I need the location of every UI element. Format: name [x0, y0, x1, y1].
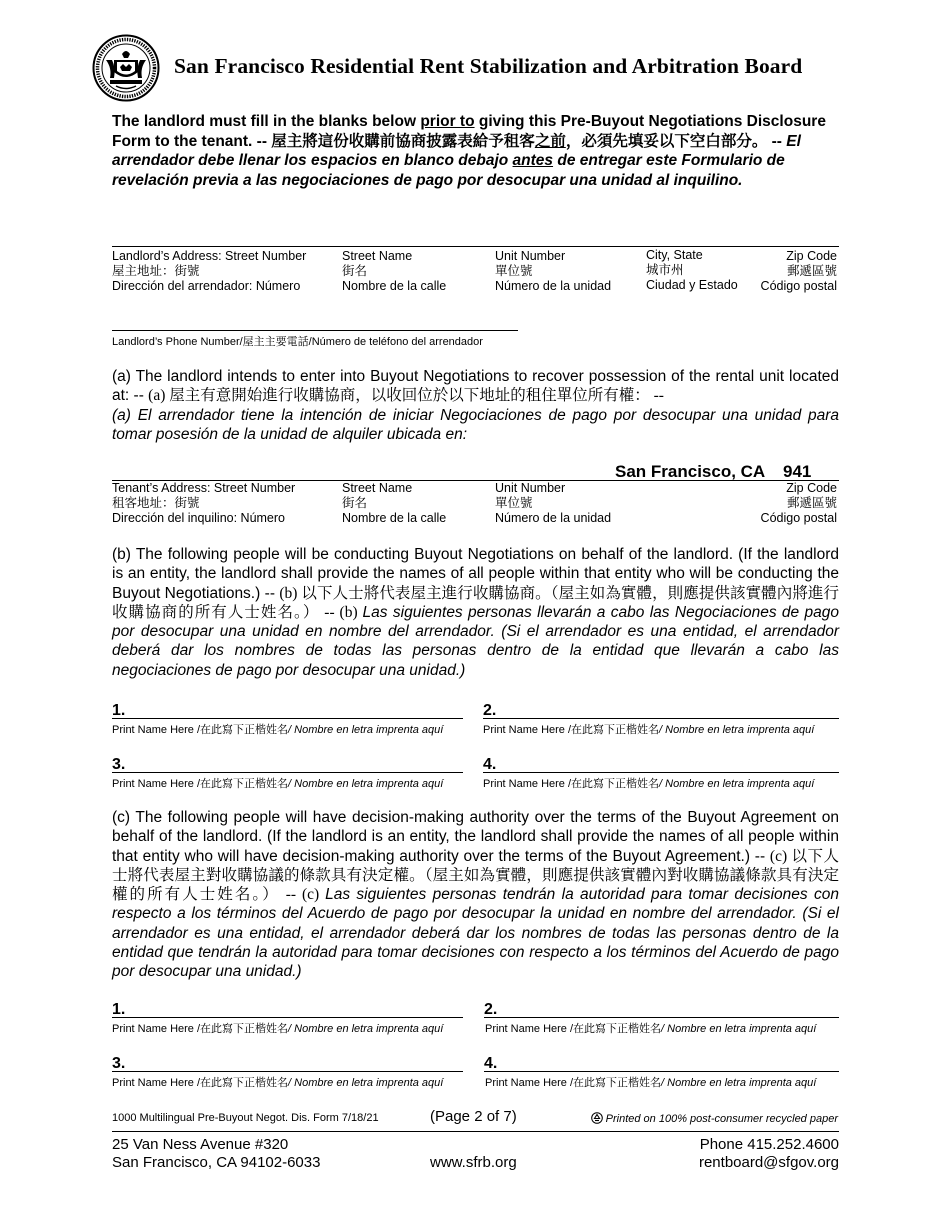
address-line-2: San Francisco, CA 94102-6033 — [112, 1154, 321, 1171]
negotiator-1-number: 1. — [112, 702, 126, 719]
tenant-unit-number-label: Unit Number 單位號 Número de la unidad — [495, 481, 612, 525]
section-b-en: (b) The following people will be conducting Buyout Negotiations on behalf of the landlord. (If the landlord is an entity, the landlord shall provide the names of all people within that entity who will be conducting the Buyout Negotiations.) -- — [112, 546, 839, 602]
tenant-street-name-label: Street Name 街名 Nombre de la calle — [342, 481, 447, 525]
landlord-street-name-label: Street Name 街名 Nombre de la calle — [342, 249, 447, 293]
landlord-phone-label: Landlord’s Phone Number/屋主主要電話/Número de teléfono del arrendador — [112, 336, 483, 348]
decision-maker-1-caption: Print Name Here /在此寫下正楷姓名/ Nombre en letra imprenta aquí — [112, 1023, 444, 1035]
negotiator-4-name-field[interactable] — [483, 772, 839, 773]
intro-separator: -- — [767, 132, 787, 150]
landlord-address-field[interactable] — [112, 246, 839, 247]
recycle-icon — [591, 1112, 603, 1124]
landlord-unit-number-label: Unit Number 單位號 Número de la unidad — [495, 249, 612, 293]
decision-maker-3-name-field[interactable] — [112, 1071, 463, 1072]
negotiator-2-caption: Print Name Here /在此寫下正楷姓名/ Nombre en letra imprenta aquí — [483, 724, 815, 736]
negotiator-3-name-field[interactable] — [112, 772, 463, 773]
section-a-es: (a) El arrendador tiene la intención de iniciar Negociaciones de pago por desocupar una unidad para tomar posesión de la unidad de alquiler ubicada en: — [112, 406, 839, 443]
negotiator-4-number: 4. — [483, 756, 497, 773]
section-c-text — [112, 808, 839, 982]
decision-maker-4-caption: Print Name Here /在此寫下正楷姓名/ Nombre en letra imprenta aquí — [485, 1077, 817, 1089]
section-c-es: Las siguientes personas tendrán la autoridad para tomar decisiones con respecto a los términos del Acuerdo de pago por desocupar la unidad en nombre del arrendador. (Si el arrendador es una entidad, el arrendador deberá dar los nombres de todas las personas dentro de la entidad que tendrán la autoridad para tomar decisiones con respecto a los términos del Acuerdo de pago por desocupar una unidad.) — [112, 886, 839, 981]
contact-info — [699, 1136, 839, 1172]
negotiator-1-caption: Print Name Here /在此寫下正楷姓名/ Nombre en letra imprenta aquí — [112, 724, 444, 736]
website-link[interactable]: www.sfrb.org — [430, 1154, 517, 1171]
negotiator-3-number: 3. — [112, 756, 126, 773]
section-c-en: (c) The following people will have decision-making authority over the terms of the Buyout Agreement on behalf of the landlord. (If the landlord is an entity, the landlord shall provide the names of all people within that entity who will have decision-making authority over the terms of the Buyout Agreement.) -- — [112, 809, 839, 865]
intro-es-2: de entregar este Formulario de revelación previa a las negociaciones de pago por desocupar una unidad al inquilino. — [112, 152, 785, 189]
negotiator-3-caption: Print Name Here /在此寫下正楷姓名/ Nombre en letra imprenta aquí — [112, 778, 444, 790]
decision-maker-3-caption: Print Name Here /在此寫下正楷姓名/ Nombre en letra imprenta aquí — [112, 1077, 444, 1089]
decision-maker-2-caption: Print Name Here /在此寫下正楷姓名/ Nombre en letra imprenta aquí — [485, 1023, 817, 1035]
section-a-en: (a) The landlord intends to enter into Buyout Negotiations to recover possession of the rental unit located at: -- — [112, 368, 839, 405]
intro-en-2: giving this Pre-Buyout Negotiations Disclosure Form to the tenant. -- — [112, 113, 826, 150]
intro-zh-1: 屋主將這份收購前協商披露表給予租客 — [271, 132, 535, 150]
negotiator-4-caption: Print Name Here /在此寫下正楷姓名/ Nombre en letra imprenta aquí — [483, 778, 815, 790]
prefilled-city-state: San Francisco, CA — [615, 462, 766, 481]
decision-maker-2-number: 2. — [484, 1001, 498, 1018]
section-c-zh: (c) 以下人士將代表屋主對收購協議的條款具有決定權。（屋主如為實體，則應提供該實體內對收購協議條款具有決定權的所有人士姓名。） -- (c) — [112, 847, 839, 904]
board-title: San Francisco Residential Rent Stabilization and Arbitration Board — [174, 54, 803, 78]
decision-maker-1-name-field[interactable] — [112, 1017, 463, 1018]
intro-instructions — [112, 112, 842, 190]
tenant-zip-label: Zip Code 郵遞區號 Código postal — [760, 481, 837, 525]
intro-es-antes: antes — [512, 152, 554, 169]
prefilled-zip-prefix: 941 — [783, 462, 812, 481]
intro-en-1: The landlord must fill in the blanks below — [112, 113, 421, 130]
decision-maker-1-number: 1. — [112, 1001, 126, 1018]
intro-es-1: El arrendador debe llenar los espacios en blanco debajo — [112, 132, 801, 169]
section-b-es: Las siguientes personas llevarán a cabo las Negociaciones de pago por desocupar una unidad en nombre del arrendador. (Si el arrendador es una entidad, el arrendador deberá dar los nombres de todas las personas dentro de la entidad que llevarán a cabo las negociaciones de pago por desocupar una unidad.) — [112, 603, 840, 679]
landlord-city-state-label: City, State 城市州 Ciudad y Estado — [646, 248, 738, 292]
phone-number: Phone 415.252.4600 — [699, 1136, 839, 1153]
page-number: (Page 2 of 7) — [430, 1108, 517, 1125]
email-link[interactable]: rentboard@sfgov.org — [698, 1154, 839, 1171]
landlord-zip-label: Zip Code 郵遞區號 Código postal — [760, 249, 837, 293]
recycled-note: Printed on 100% post-consumer recycled paper — [591, 1112, 838, 1125]
intro-zh-before: 之前 — [534, 132, 566, 150]
office-address — [112, 1136, 320, 1172]
negotiator-2-number: 2. — [483, 702, 497, 719]
landlord-phone-field[interactable] — [112, 330, 518, 331]
intro-zh-2: ，必須先填妥以下空白部分。 — [565, 132, 768, 150]
tenant-street-number-label: Tenant’s Address: Street Number 租客地址：街號 Dirección del inquilino: Número — [112, 481, 296, 525]
intro-en-prior-to: prior to — [420, 113, 475, 130]
landlord-street-number-label: Landlord’s Address: Street Number 屋主地址：街號 Dirección del arrendador: Número — [112, 249, 307, 293]
decision-maker-4-number: 4. — [484, 1055, 498, 1072]
section-a-zh: (a) 屋主有意開始進行收購協商，以收回位於以下地址的租住單位所有權： -- — [148, 387, 664, 405]
section-b-text — [112, 545, 839, 680]
decision-maker-3-number: 3. — [112, 1055, 126, 1072]
decision-maker-4-name-field[interactable] — [484, 1071, 839, 1072]
section-b-zh: (b) 以下人士將代表屋主進行收購協商。（屋主如為實體，則應提供該實體內將進行收購協商的所有人士姓名。） -- (b) — [112, 584, 839, 621]
footer-divider — [112, 1131, 839, 1132]
section-a-text — [112, 367, 839, 444]
city-seal-logo — [92, 34, 160, 102]
negotiator-2-name-field[interactable] — [483, 718, 839, 719]
form-id: 1000 Multilingual Pre-Buyout Negot. Dis. Form 7/18/21 — [112, 1112, 379, 1124]
negotiator-1-name-field[interactable] — [112, 718, 463, 719]
decision-maker-2-name-field[interactable] — [484, 1017, 839, 1018]
address-line-1: 25 Van Ness Avenue #320 — [112, 1136, 289, 1153]
